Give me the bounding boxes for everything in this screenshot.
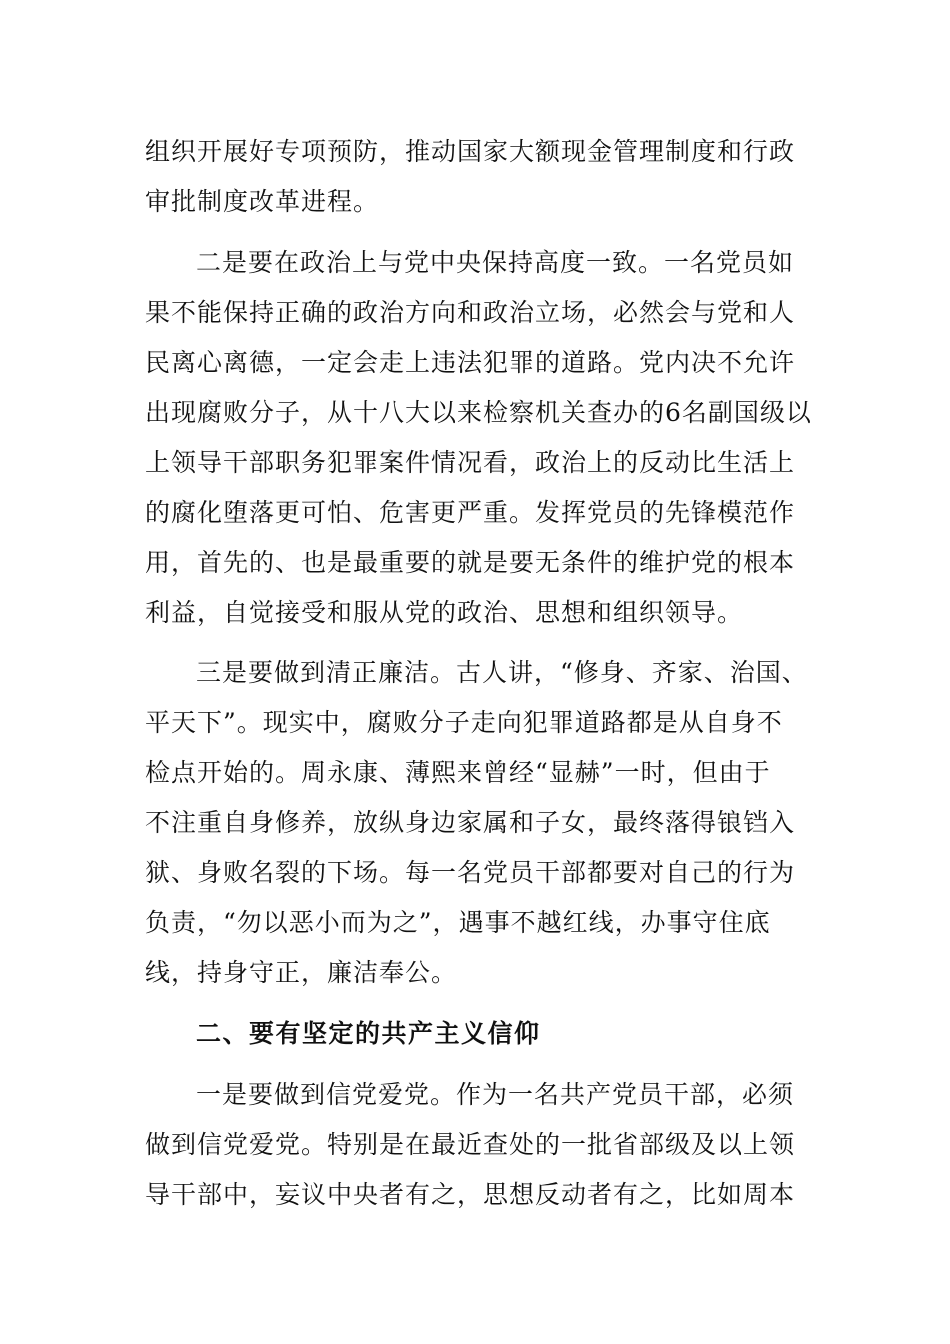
body-text-line: 检点开始的。周永康、薄熙来曾经“显赫”一时，但由于 (145, 758, 771, 787)
body-text-line: 做到信党爱党。特别是在最近查处的一批省部级及以上领 (145, 1130, 796, 1159)
body-text-line: 平天下”。现实中，腐败分子走向犯罪道路都是从自身不 (145, 708, 783, 737)
body-text-line: 不注重自身修养，放纵身边家属和子女，最终落得锒铛入 (145, 808, 796, 837)
body-text-line: 组织开展好专项预防，推动国家大额现金管理制度和行政 (145, 137, 796, 166)
body-text-line: 二是要在政治上与党中央保持高度一致。一名党员如 (196, 248, 795, 277)
section-heading: 二、要有坚定的共产主义信仰 (196, 1019, 541, 1048)
body-text-line: 一是要做到信党爱党。作为一名共产党员干部，必须 (196, 1080, 795, 1109)
body-text-line: 负责，“勿以恶小而为之”，遇事不越红线，办事守住底 (145, 908, 771, 937)
body-text-line: 导干部中，妄议中央者有之，思想反动者有之，比如周本 (145, 1180, 796, 1209)
body-text-line: 三是要做到清正廉洁。古人讲，“修身、齐家、治国、 (196, 658, 808, 687)
body-text-line: 出现腐败分子，从十八大以来检察机关查办的6名副国级以 (145, 398, 812, 427)
body-text-line: 的腐化堕落更可怕、危害更严重。发挥党员的先锋模范作 (145, 498, 796, 527)
body-text-line: 果不能保持正确的政治方向和政治立场，必然会与党和人 (145, 298, 796, 327)
body-text-line: 线，持身守正，廉洁奉公。 (145, 958, 458, 987)
body-text-line: 民离心离德，一定会走上违法犯罪的道路。党内决不允许 (145, 348, 796, 377)
body-text-line: 上领导干部职务犯罪案件情况看，政治上的反动比生活上 (145, 448, 796, 477)
body-text-line: 利益，自觉接受和服从党的政治、思想和组织领导。 (145, 598, 744, 627)
body-text-line: 审批制度改革进程。 (145, 187, 380, 216)
body-text-line: 用，首先的、也是最重要的就是要无条件的维护党的根本 (145, 548, 796, 577)
body-text-line: 狱、身败名裂的下场。每一名党员干部都要对自己的行为 (145, 858, 796, 887)
